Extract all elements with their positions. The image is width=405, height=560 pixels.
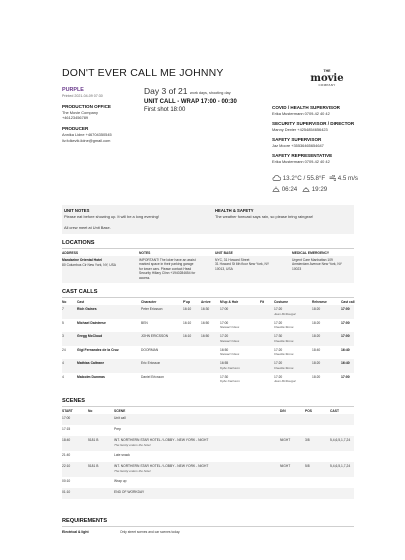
weather-sunrise xyxy=(272,186,297,193)
cast-character: DOORMAN xyxy=(141,347,159,352)
cast-pickup: 16:10 xyxy=(183,307,192,311)
health-safety-line-1: The weather forecast says rain, so please bring raingear! xyxy=(215,214,314,219)
cast-number: 7 xyxy=(62,307,64,311)
producer-phone: Annika Lidne +46704350545 xyxy=(62,132,112,137)
locations-divider xyxy=(62,248,354,249)
wind-value: 4.5 m/s xyxy=(337,175,359,182)
cast-character: Peter Ericsson xyxy=(141,307,163,311)
cast-arrive: 16:50 xyxy=(201,320,210,325)
scene-start: 18:40 xyxy=(62,438,71,442)
location-address: 80 Columbus Cir New York, NY, USA xyxy=(62,263,116,267)
scenes-header-pos: POS xyxy=(305,409,312,413)
cast-header-arrive: Arrive xyxy=(201,300,211,304)
sunrise-icon xyxy=(272,186,280,192)
cast-rehearse: 18:20 xyxy=(312,374,321,379)
cast-call-time: 17:00 xyxy=(341,334,350,338)
safety-representative-value: Erika Mustermann 0709-42 40 42 xyxy=(272,159,330,164)
cast-costume-person: Claudia Stone xyxy=(274,352,294,356)
scenes-divider xyxy=(62,406,354,407)
requirements-heading: REQUIREMENTS xyxy=(62,518,108,524)
cast-name: Mathias Caltrane xyxy=(77,361,105,365)
unit-call: UNIT CALL - WRAP 17:00 - 00:30 xyxy=(144,99,237,105)
cast-number: 3 xyxy=(62,334,64,338)
cast-rehearse: 18:20 xyxy=(312,361,321,365)
scenes-heading: SCENES xyxy=(62,398,86,404)
scenes-header-scene: SCENE xyxy=(114,409,126,413)
cast-call-time: 16:40 xyxy=(341,347,350,352)
cast-header-no: No xyxy=(62,300,67,304)
cast-name: Michael Daintrese xyxy=(77,320,106,325)
sunset-icon xyxy=(302,186,310,192)
cast-header-cast: Cast xyxy=(77,300,85,304)
cast-header-fit: Fit xyxy=(260,300,265,304)
scene-number: 5181 B xyxy=(88,438,99,442)
scene-description: Late snack xyxy=(114,453,130,457)
cast-makeup-time: 17:00 xyxy=(220,320,229,325)
unit-base xyxy=(215,258,269,271)
scene-description: Wrap up xyxy=(114,479,127,483)
shooting-day xyxy=(144,86,231,96)
company-logo xyxy=(307,70,347,87)
cast-rehearse: 18:20 xyxy=(312,307,321,311)
producer-label: PRODUCER xyxy=(62,126,89,131)
cast-number: 24 xyxy=(62,347,66,352)
cast-call-time: 17:00 xyxy=(341,320,350,325)
production-office-line-1: The Movie Company xyxy=(62,110,98,115)
weather-wind xyxy=(329,175,358,182)
scene-start: 01:10 xyxy=(62,490,71,494)
cast-rehearse: 18:20 xyxy=(312,320,321,325)
cast-header-cast-call: Cast call xyxy=(341,300,355,304)
scene-description: INT. NORTHERN STAR HOTEL / LOBBY - NEW YORK - NIGHT xyxy=(114,464,209,468)
day-main: Day 3 of 21 xyxy=(144,86,188,96)
cast-costume-time: 17:20 xyxy=(274,347,283,352)
cast-name: Gregg McCloud xyxy=(77,334,103,338)
producer-email[interactable]: liv.folkevik.lidne@gmail.com xyxy=(62,138,111,143)
location-notes xyxy=(139,258,211,280)
cast-costume-person: Jean McDougal xyxy=(274,379,296,383)
location-notes-line: access. xyxy=(139,275,151,280)
logo-movie: movie xyxy=(310,73,344,84)
production-office-line-2: +46123456789 xyxy=(62,115,89,120)
cast-call-time: 17:00 xyxy=(341,374,350,379)
cast-costume-person: Claudia Stone xyxy=(274,325,294,329)
cast-makeup-time: 16:55 xyxy=(220,361,229,365)
scene-day-night: NIGHT xyxy=(280,438,291,442)
scene-day-night: NIGHT xyxy=(280,464,291,468)
security-supervisor-label: SECURITY SUPERVISOR / DIRECTOR xyxy=(272,121,355,126)
locations-header-unit-base: UNIT BASE xyxy=(215,251,233,255)
safety-supervisor-label: SAFETY SUPERVISOR xyxy=(272,137,322,142)
medical-line: 10023 xyxy=(292,266,302,271)
cast-number: 4 xyxy=(62,361,64,365)
covid-supervisor-value: Erika Mustermann 0709-42 40 42 xyxy=(272,111,330,116)
cast-character: Eric Ericsson xyxy=(141,361,161,365)
locations-header-medical: MEDICAL EMERGENCY xyxy=(292,251,330,255)
medical-line: Urgent Care Manhattan 109 xyxy=(292,258,333,262)
cast-makeup-time: 17:00 xyxy=(220,307,229,311)
cast-header-pickup: P'up xyxy=(183,300,191,304)
location-notes-line: Security Hillary Clinn +1940284654 for xyxy=(139,271,196,276)
cast-number: 5 xyxy=(62,320,64,325)
weather-temperature xyxy=(272,175,325,182)
requirements-label: Electrical & light xyxy=(62,530,89,534)
locations-header-address: ADDRESS xyxy=(62,251,79,255)
scenes-header-cast: CAST xyxy=(330,409,339,413)
sunrise-value: 06:24 xyxy=(281,186,298,193)
scenes-header-start: START xyxy=(62,409,73,413)
scene-start: 17:15 xyxy=(62,427,71,431)
scene-start: 17:00 xyxy=(62,416,71,420)
production-office-label: PRODUCTION OFFICE xyxy=(62,104,111,109)
cast-costume-person: Claudia Stone xyxy=(274,365,294,370)
cast-makeup-artist: Stewart Claus xyxy=(220,338,240,343)
cast-makeup-artist: Kylie Carlsson xyxy=(220,365,240,370)
medical-emergency xyxy=(292,258,342,271)
unit-notes-label: UNIT NOTES xyxy=(64,208,90,213)
sunset-value: 19:29 xyxy=(311,186,328,193)
cast-costume-time: 17:20 xyxy=(274,361,283,365)
cast-call-time: 16:40 xyxy=(341,361,350,365)
cast-costume-time: 17:20 xyxy=(274,307,283,311)
scene-start: 21:40 xyxy=(62,453,71,457)
day-note: work days, shooting day xyxy=(189,91,231,95)
requirements-value: Only street scenes and car scenes today. xyxy=(120,530,181,534)
cast-makeup-time: 17:20 xyxy=(220,334,229,338)
scene-description: END OF WORKDAY xyxy=(114,490,145,494)
cast-header-makeup-hair: M'up & Hair xyxy=(220,300,239,304)
scene-row-bg xyxy=(62,488,354,499)
scene-start: 22:10 xyxy=(62,464,71,468)
location-name: Mandarine Oriental Hotel xyxy=(62,258,103,262)
cloud-icon xyxy=(272,175,281,181)
scene-number: 5181 B xyxy=(88,464,99,468)
covid-supervisor-label: COVID / HEALTH SUPERVISOR xyxy=(272,105,340,110)
unit-base-line: 31 Howard St 6th floor New York, NY xyxy=(215,262,270,267)
cast-call-time: 17:00 xyxy=(341,307,350,311)
cast-calls-heading: CAST CALLS xyxy=(62,289,98,295)
cast-costume-time: 17:20 xyxy=(274,374,283,379)
locations-header-notes: NOTES xyxy=(139,251,151,255)
location-notes-line: for tower cars. Please contact Head xyxy=(139,266,192,271)
cast-costume-time: 17:30 xyxy=(274,334,283,338)
scene-description: Prep xyxy=(114,427,121,431)
unit-notes-line-1: Please eat before showing up. It will be a long evening! xyxy=(64,214,159,219)
cast-number: 4 xyxy=(62,374,64,379)
security-supervisor-value: Manny Dexter +4254854656423 xyxy=(272,127,328,132)
cast-makeup-artist: Stewart Claus xyxy=(220,325,240,329)
temperature-value: 13.2°C / 55.8°F xyxy=(282,175,326,182)
safety-supervisor-value: Jaz Moore +35536465654647 xyxy=(272,143,324,148)
scene-pos: 5/8 xyxy=(305,464,310,468)
cast-rehearse: 18:20 xyxy=(312,334,321,338)
unit-base-line: NYC, 31 Howard Street xyxy=(215,258,250,262)
cast-makeup-artist: Stewart Claus xyxy=(220,352,240,356)
cast-pickup: 16:10 xyxy=(183,334,192,338)
cast-divider xyxy=(62,297,354,298)
weather-sunset xyxy=(302,186,327,193)
cast-rehearse: 18:40 xyxy=(312,347,321,352)
logo-company: COMPANY xyxy=(318,83,336,87)
scene-description: Unit call xyxy=(114,416,126,420)
production-name: PURPLE xyxy=(62,87,84,93)
cast-row-bg xyxy=(62,359,354,373)
cast-character: JOHN ERICSSON xyxy=(141,334,169,338)
requirements-divider xyxy=(62,526,354,527)
cast-name: Malcolm Dunmas xyxy=(77,374,105,379)
logo-the: THE xyxy=(323,69,331,73)
scene-cast: 5,4,6,5,1,7,24 xyxy=(330,464,351,468)
cast-arrive: 16:30 xyxy=(201,307,210,311)
scene-synopsis: The family enters the hotel xyxy=(114,468,151,473)
health-safety-label: HEALTH & SAFETY xyxy=(215,208,254,213)
cast-name: Gigi Fernandez de la Cruz xyxy=(77,347,119,352)
scenes-header-number: No xyxy=(88,409,93,413)
scene-synopsis: The family enters the hotel xyxy=(114,442,151,447)
cast-costume-person: Jean McDougal xyxy=(274,311,296,316)
cast-header-character: Character xyxy=(141,300,157,304)
location-notes-line: IMPORTANT! The loker have an assist xyxy=(139,258,196,262)
cast-header-costume: Costume xyxy=(274,300,289,304)
medical-line: Amsterdam Avenue New York, NY xyxy=(292,262,342,267)
scene-start: 00:10 xyxy=(62,479,71,483)
cast-arrive: 16:50 xyxy=(201,334,210,338)
cast-character: BEN xyxy=(141,320,148,325)
location-notes-line: marked space in their parking garage xyxy=(139,262,194,267)
unit-base-line: 10013, USA xyxy=(215,266,233,271)
scene-cast: 5,4,6,5,1,7,24 xyxy=(330,438,351,442)
cast-pickup: 16:10 xyxy=(183,320,192,325)
document-title: DON'T EVER CALL ME JOHNNY xyxy=(62,67,224,79)
printed-timestamp: Printed 2021-04-09 07:30 xyxy=(62,94,103,98)
safety-representative-label: SAFETY REPRESENTATIVE xyxy=(272,153,333,158)
first-shot: First shot 18:00 xyxy=(144,107,186,113)
scene-pos: 3/8 xyxy=(305,438,310,442)
locations-heading: LOCATIONS xyxy=(62,240,95,246)
scene-description: INT. NORTHERN STAR HOTEL / LOBBY - NEW YORK - NIGHT xyxy=(114,438,209,442)
scene-row-bg xyxy=(62,414,354,425)
cast-makeup-time: 16:50 xyxy=(220,347,229,352)
unit-notes-line-2: All crew meet at Unit Base. xyxy=(64,225,111,230)
cast-header-rehearse: Rehearse xyxy=(312,300,327,304)
cast-name: Rich Gaines xyxy=(77,307,97,311)
cast-makeup-artist: Kylie Carlsson xyxy=(220,379,240,383)
cast-costume-person: Claudia Stone xyxy=(274,338,294,343)
scenes-header-day-night: D/N xyxy=(280,409,286,413)
cast-character: Daniel Ericsson xyxy=(141,374,164,379)
cast-costume-time: 17:20 xyxy=(274,320,283,325)
cast-makeup-time: 17:30 xyxy=(220,374,229,379)
wind-icon xyxy=(329,175,336,181)
